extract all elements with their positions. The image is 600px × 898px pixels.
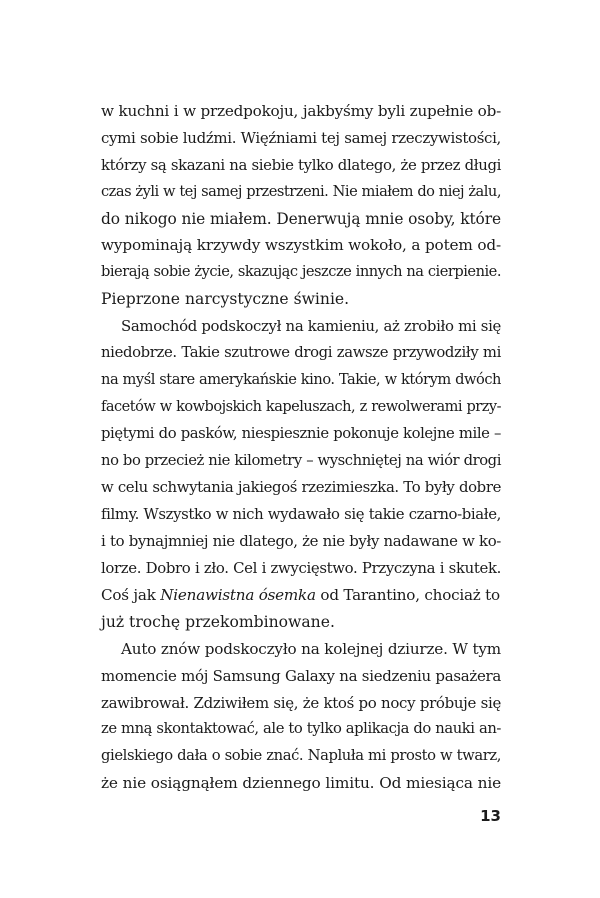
text-line: lorze. Dobro i zło. Cel i zwycięstwo. Przyczyna i skutek.: [101, 559, 501, 578]
text-line: czas żyli w tej samej przestrzeni. Nie miałem do niej żalu,: [101, 182, 501, 200]
text-line: do nikogo nie miałem. Denerwują mnie osoby, które: [101, 209, 501, 228]
text-line: którzy są skazani na siebie tylko dlatego, że przez długi: [101, 155, 501, 174]
text-line: już trochę przekombinowane.: [101, 612, 335, 631]
text-line: cymi sobie ludźmi. Więźniami tej samej rzeczywistości,: [101, 128, 501, 147]
text-line: Pieprzone narcystyczne świnie.: [101, 290, 350, 309]
text-line: facetów w kowbojskich kapeluszach, z rewolwerami przy-: [101, 398, 501, 415]
text-line: że nie osiągnąłem dziennego limitu. Od miesiąca nie: [101, 774, 501, 793]
text-line: w celu schwytania jakiegoś rzezimieszka. To były dobre: [101, 478, 501, 497]
text-segment: Coś jak: [101, 586, 161, 605]
paragraph: [101, 636, 501, 797]
text-line: gielskiego dała o sobie znać. Napluła mi prosto w twarz,: [101, 747, 501, 765]
book-title-italic: Nienawistna ósemka: [160, 586, 316, 605]
text-segment: od Tarantino, chociaż to: [315, 586, 500, 605]
text-line: niedobrze. Takie szutrowe drogi zawsze przywodziły mi: [101, 344, 501, 362]
text-line: wypominają krzywdy wszystkim wokoło, a potem od-: [101, 236, 501, 255]
text-line: bierają sobie życie, skazując jeszcze innych na cierpienie.: [101, 263, 501, 281]
text-line: no bo przecież nie kilometry – wyschniętej na wiór drogi: [101, 451, 501, 469]
body-text: [101, 98, 501, 797]
text-line: [101, 582, 501, 609]
text-line: ze mną skontaktować, ale to tylko aplikacja do nauki an-: [101, 720, 501, 738]
page-number: 13: [480, 807, 501, 825]
text-line: Auto znów podskoczyło na kolejnej dziurze. W tym: [121, 639, 501, 658]
text-line: Samochód podskoczył na kamieniu, aż zrobiło mi się: [121, 317, 501, 336]
text-line: filmy. Wszystko w nich wydawało się takie czarno-białe,: [101, 505, 501, 524]
text-line: zawibrował. Zdziwiłem się, że ktoś po nocy próbuje się: [101, 693, 501, 712]
paragraph: [101, 98, 501, 313]
text-line: momencie mój Samsung Galaxy na siedzeniu pasażera: [101, 666, 501, 685]
paragraph: [101, 313, 501, 636]
text-line: i to bynajmniej nie dlatego, że nie były nadawane w ko-: [101, 532, 501, 551]
text-line: piętymi do pasków, niespiesznie pokonuje kolejne mile –: [101, 424, 501, 442]
text-line: w kuchni i w przedpokoju, jakbyśmy byli zupełnie ob-: [101, 102, 501, 120]
text-line: na myśl stare amerykańskie kino. Takie, w którym dwóch: [101, 370, 501, 388]
